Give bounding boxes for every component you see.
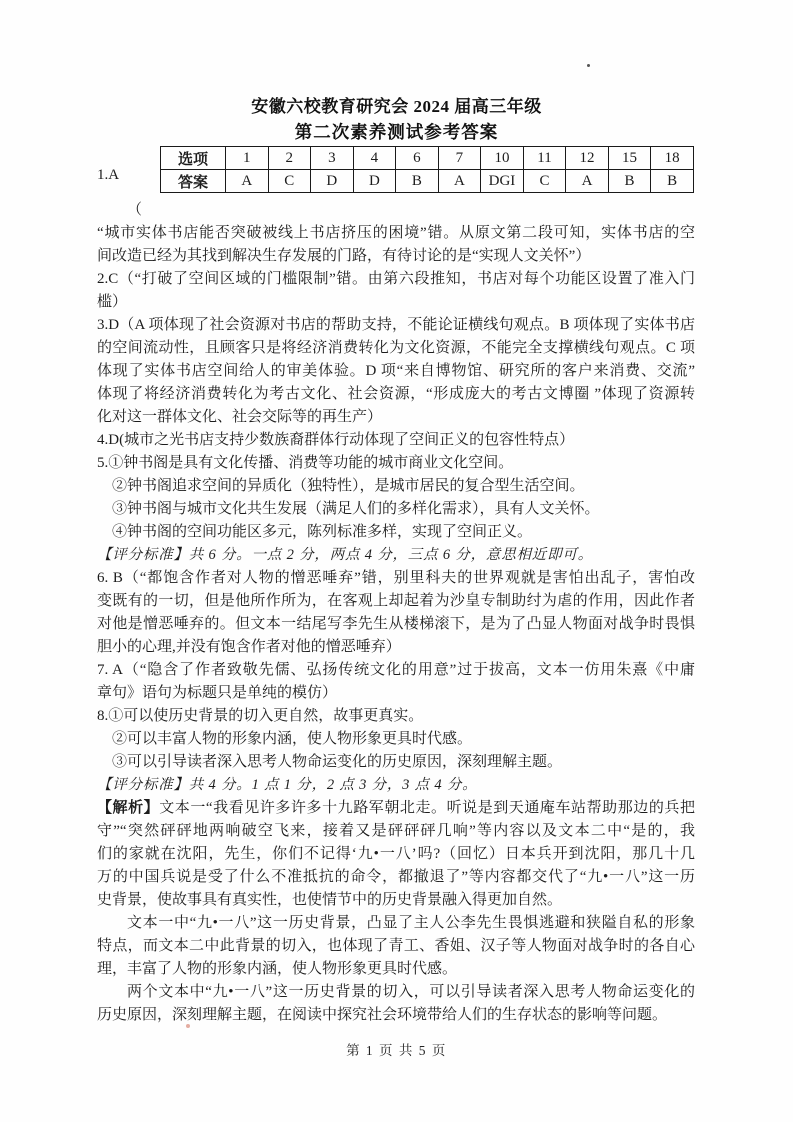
question-number-cell: 10: [481, 147, 524, 170]
question-number-cell: 6: [396, 147, 439, 170]
question-number-cell: 1: [226, 147, 269, 170]
body-line: 对他是憎恶唾弃的。但文本一结尾写李先生从楼梯滚下，是为了凸显人物面对战争时畏惧: [97, 616, 695, 632]
body-line: 史背景，使故事具有真实性，也使情节中的历史背景融入得更加自然。: [97, 892, 563, 908]
question-number-cell: 15: [608, 147, 651, 170]
answer-cell: B: [396, 170, 439, 193]
body-line: ④钟书阁的空间功能区多元，陈列标准多样，实现了空间正义。: [112, 524, 533, 540]
body-line: 化对这一群体文化、社会交际等的再生产）: [97, 409, 383, 425]
answer-cell: D: [353, 170, 396, 193]
answer-header-cell: 答案: [161, 170, 226, 193]
body-line: 变既有的一切，但是他所作所为，在客观上却起着为沙皇专制助纣为虐的作用，因此作者: [97, 593, 695, 609]
option-header-cell: 选项: [161, 147, 226, 170]
question-number-cell: 7: [438, 147, 481, 170]
question-1-answer-label: 1.A: [97, 167, 120, 183]
body-line: 槛）: [97, 294, 128, 310]
body-line: 8.①可以使历史背景的切入更自然，故事更真实。: [97, 708, 424, 724]
body-line: 的空间流动性，且顾客只是将经济消费转化为文化资源，不能完全支撑横线句观点。C 项: [97, 340, 695, 356]
body-line: ②可以丰富人物的形象内涵，使人物形象更具时代感。: [112, 731, 473, 747]
answer-cell: C: [268, 170, 311, 193]
body-line: 3.D（A 项体现了社会资源对书店的帮助支持，不能论证横线句观点。B 项体现了实体书店: [97, 317, 695, 333]
page-footer: 第 1 页 共 5 页: [346, 1043, 447, 1058]
answer-cell: C: [523, 170, 566, 193]
answer-cell: A: [438, 170, 481, 193]
body-line: 间改造已经为其找到解决生存发展的门路，有待讨论的是“实现人文关怀”）: [97, 248, 591, 264]
question-number-cell: 2: [268, 147, 311, 170]
answer-row: [161, 170, 694, 193]
body-line: 7. A（“隐含了作者致敬先儒、弘扬传统文化的用意”过于拔高，文本一仿用朱熹《中庸: [97, 662, 695, 678]
body-line: 章句》语句为标题只是单纯的模仿）: [97, 685, 338, 701]
document-title: 安徽六校教育研究会 2024 届高三年级: [251, 97, 542, 116]
body-line: 历史原因，深刻理解主题，在阅读中探究社会环境带给人们的生存状态的影响等问题。: [97, 1007, 668, 1023]
answer-cell: D: [311, 170, 354, 193]
body-line: 6. B（“都饱含作者对人物的憎恶唾弃”错，别里科夫的世界观就是害怕出乱子，害怕改: [97, 570, 695, 586]
body-line: （: [127, 202, 143, 218]
body-line: ③钟书阁与城市文化共生发展（满足人们的多样化需求），具有人文关怀。: [112, 501, 600, 517]
answer-cell: DGI: [481, 170, 524, 193]
body-line: 胆小的心理,并没有饱含作者对他的憎恶唾弃）: [97, 639, 401, 655]
body-line: 特点，而文本二中此背景的切入，也体现了青工、香姐、汉子等人物面对战争时的各自心: [97, 938, 695, 954]
document-subtitle: 第二次素养测试参考答案: [294, 122, 499, 142]
body-line: 【评分标准】共 4 分。1 点 1 分，2 点 3 分，3 点 4 分。: [97, 777, 478, 793]
answer-cell: A: [566, 170, 609, 193]
body-line: 【解析】文本一“我看见许多许多十九路军朝北走。听说是到天通庵车站帮助那边的兵把: [97, 800, 695, 816]
body-line: 体现了实体书店空间给人的审美体验。D 项“来自博物馆、研究所的客户来消费、交流”: [97, 363, 695, 379]
body-line: 守”“突然砰砰地两响破空飞来，接着又是砰砰砰几响”等内容以及文本二中“是的，我: [97, 823, 695, 839]
body-line: 两个文本中“九•一八”这一历史背景的切入，可以引导读者深入思考人物命运变化的: [127, 984, 695, 1000]
body-line: 文本一中“九•一八”这一历史背景，凸显了主人公李先生畏惧逃避和狭隘自私的形象: [127, 915, 695, 931]
question-number-cell: 11: [523, 147, 566, 170]
question-number-cell: 3: [311, 147, 354, 170]
body-line: 5.①钟书阁是具有文化传播、消费等功能的城市商业文化空间。: [97, 455, 514, 471]
answer-key-table: [160, 146, 694, 193]
answer-cell: A: [226, 170, 269, 193]
question-number-row: [161, 147, 694, 170]
answer-cell: B: [608, 170, 651, 193]
body-line: 4.D(城市之光书店支持少数族裔群体行动体现了空间正义的包容性特点）: [97, 432, 575, 448]
answer-explanations: [97, 199, 695, 1027]
body-line: 们的家就在沈阳，先生，你们不记得‘九•一八’吗?（回忆）日本兵开到沈阳，那几十几: [97, 846, 695, 862]
body-line: 体现了将经济消费转化为考古文化、社会资源，“形成庞大的考古文博圈 ”体现了资源转: [97, 386, 695, 402]
question-number-cell: 12: [566, 147, 609, 170]
question-number-cell: 18: [651, 147, 694, 170]
scan-artifact-dot: [587, 64, 590, 67]
answer-cell: B: [651, 170, 694, 193]
bold-label: 【解析】: [97, 800, 160, 816]
body-line: 理，丰富了人物的形象内涵，使人物形象更具时代感。: [97, 961, 458, 977]
body-line: ②钟书阁追求空间的异质化（独特性），是城市居民的复合型生活空间。: [112, 478, 585, 494]
body-line: 【评分标准】共 6 分。一点 2 分，两点 4 分，三点 6 分，意思相近即可。: [97, 547, 593, 563]
body-line: 万的中国兵说是受了什么不准抵抗的命令，都撤退了”等内容都交代了“九•一八”这一历: [97, 869, 695, 885]
body-line: 2.C（“打破了空间区域的门槛限制”错。由第六段推知，书店对每个功能区设置了准入门: [97, 271, 695, 287]
body-line: ③可以引导读者深入思考人物命运变化的历史原因，深刻理解主题。: [112, 754, 563, 770]
body-line: “城市实体书店能否突破被线上书店挤压的困境”错。从原文第二段可知，实体书店的空: [97, 225, 695, 241]
question-number-cell: 4: [353, 147, 396, 170]
